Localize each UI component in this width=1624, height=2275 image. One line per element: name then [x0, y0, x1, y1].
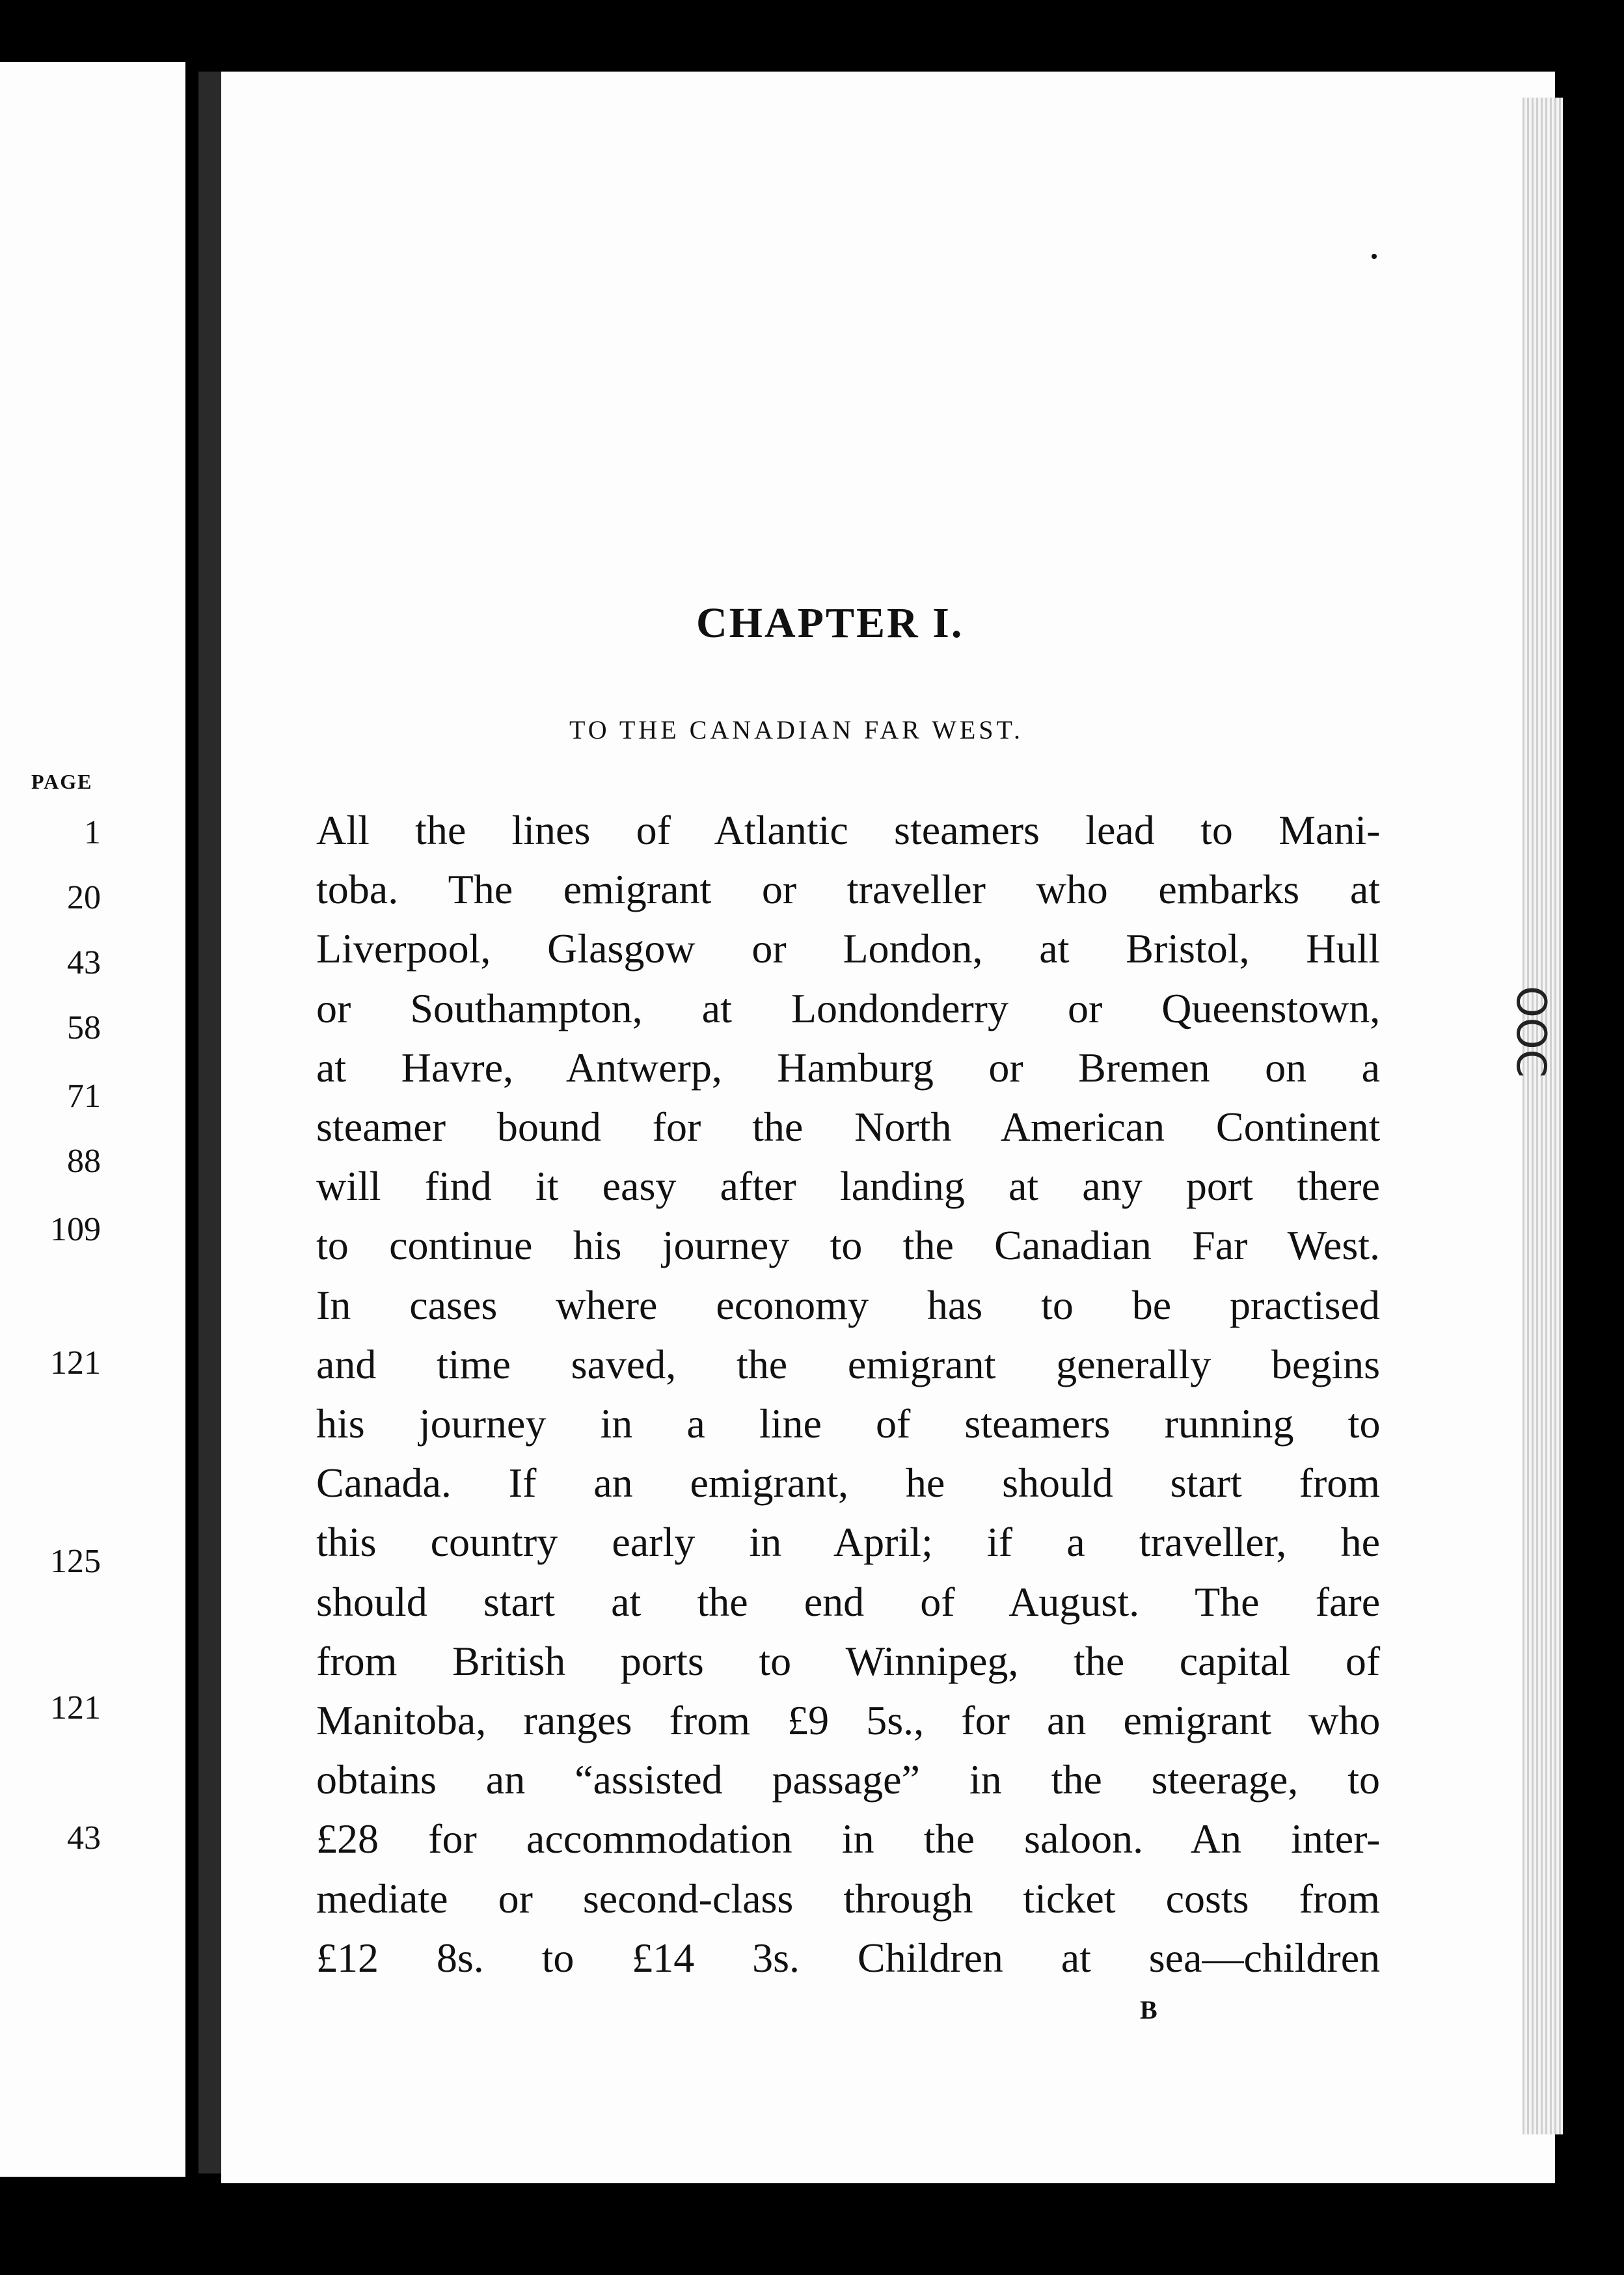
text-line: from British ports to Winnipeg, the capital of — [316, 1637, 1381, 1684]
text-line: toba. The emigrant or traveller who embarks at — [316, 866, 1380, 913]
text-line: Manitoba, ranges from £9 5s., for an emigrant who — [316, 1697, 1381, 1744]
toc-page-number: 71 — [67, 1078, 101, 1115]
toc-page-number: 58 — [67, 1009, 101, 1046]
text-line: £28 for accommodation in the saloon. An inter- — [316, 1816, 1381, 1862]
left-facing-page — [0, 62, 185, 2177]
speck-mark — [1372, 254, 1377, 259]
text-line: £12 8s. to £14 3s. Children at sea—children — [316, 1934, 1381, 1981]
body-paragraph — [316, 800, 1380, 1987]
text-line: Canada. If an emigrant, he should start from — [316, 1460, 1381, 1506]
toc-page-number: 20 — [67, 879, 101, 916]
toc-page-number: 121 — [50, 1689, 101, 1726]
toc-page-number: 109 — [50, 1211, 101, 1248]
text-line: steamer bound for the North American Continent — [316, 1104, 1381, 1151]
text-line: to continue his journey to the Canadian Far West. — [316, 1222, 1380, 1269]
signature-mark: B — [1140, 1995, 1157, 2024]
text-line: Liverpool, Glasgow or London, at Bristol, Hull — [316, 925, 1380, 972]
text-line: mediate or second-class through ticket costs from — [316, 1875, 1380, 1922]
text-line: All the lines of Atlantic steamers lead to Mani- — [316, 807, 1381, 853]
text-line: should start at the end of August. The fare — [316, 1578, 1381, 1625]
text-line: obtains an “assisted passage” in the steerage, to — [316, 1756, 1380, 1803]
edge-text — [1504, 986, 1558, 1012]
page-column-label: PAGE — [31, 770, 93, 793]
text-line: and time saved, the emigrant generally begins — [316, 1341, 1380, 1387]
text-line: this country early in April; if a traveller, he — [316, 1519, 1380, 1566]
toc-page-number: 1 — [84, 814, 101, 851]
text-line: will find it easy after landing at any port there — [316, 1163, 1380, 1210]
text-line: at Havre, Antwerp, Hamburg or Bremen on a — [316, 1044, 1380, 1091]
toc-page-number: 121 — [50, 1344, 101, 1382]
page-edge-stack — [1522, 98, 1563, 2134]
toc-page-number: 43 — [67, 1819, 101, 1857]
chapter-title: CHAPTER I. — [696, 599, 964, 647]
chapter-subtitle: TO THE CANADIAN FAR WEST. — [569, 715, 1023, 744]
toc-page-number: 43 — [67, 944, 101, 981]
text-line: In cases where economy has to be practised — [316, 1281, 1380, 1328]
toc-page-number: 125 — [50, 1543, 101, 1580]
text-line: his journey in a line of steamers running to — [316, 1400, 1381, 1447]
text-line: or Southampton, at Londonderry or Queenstown, — [316, 985, 1381, 1031]
toc-page-number: 88 — [67, 1143, 101, 1180]
